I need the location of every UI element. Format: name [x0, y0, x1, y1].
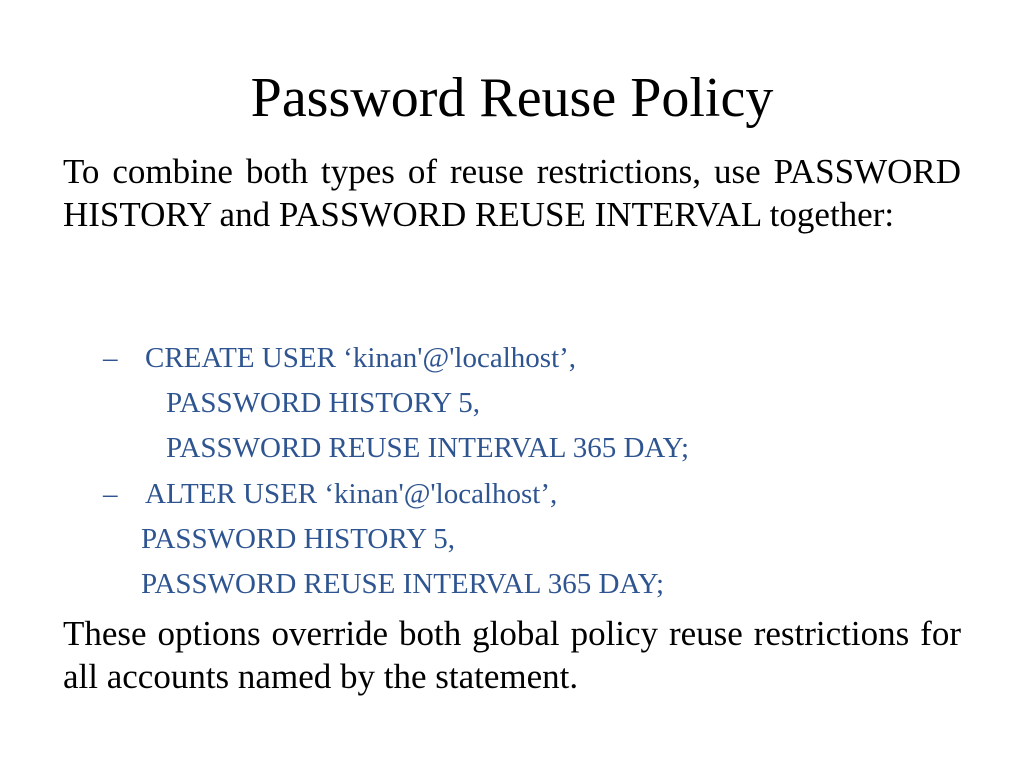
create-history-line: PASSWORD HISTORY 5, [166, 387, 480, 419]
alter-interval-line: PASSWORD REUSE INTERVAL 365 DAY; [141, 568, 665, 600]
slide-title: Password Reuse Policy [250, 67, 774, 129]
create-interval-line: PASSWORD REUSE INTERVAL 365 DAY; [166, 432, 690, 464]
bullet-dash-create: – [103, 342, 118, 374]
create-user-line: CREATE USER ‘kinan'@'localhost’, [145, 342, 577, 374]
intro-paragraph: To combine both types of reuse restrictions, use PASSWORD HISTORY and PASSWORD REUSE INTERVAL together: [63, 152, 961, 234]
bullet-dash-alter: – [103, 478, 118, 510]
outro-paragraph: These options override both global policy reuse restrictions for all accounts named by the statement. [63, 614, 961, 696]
alter-user-line: ALTER USER ‘kinan'@'localhost’, [145, 478, 558, 510]
alter-history-line: PASSWORD HISTORY 5, [141, 523, 455, 555]
